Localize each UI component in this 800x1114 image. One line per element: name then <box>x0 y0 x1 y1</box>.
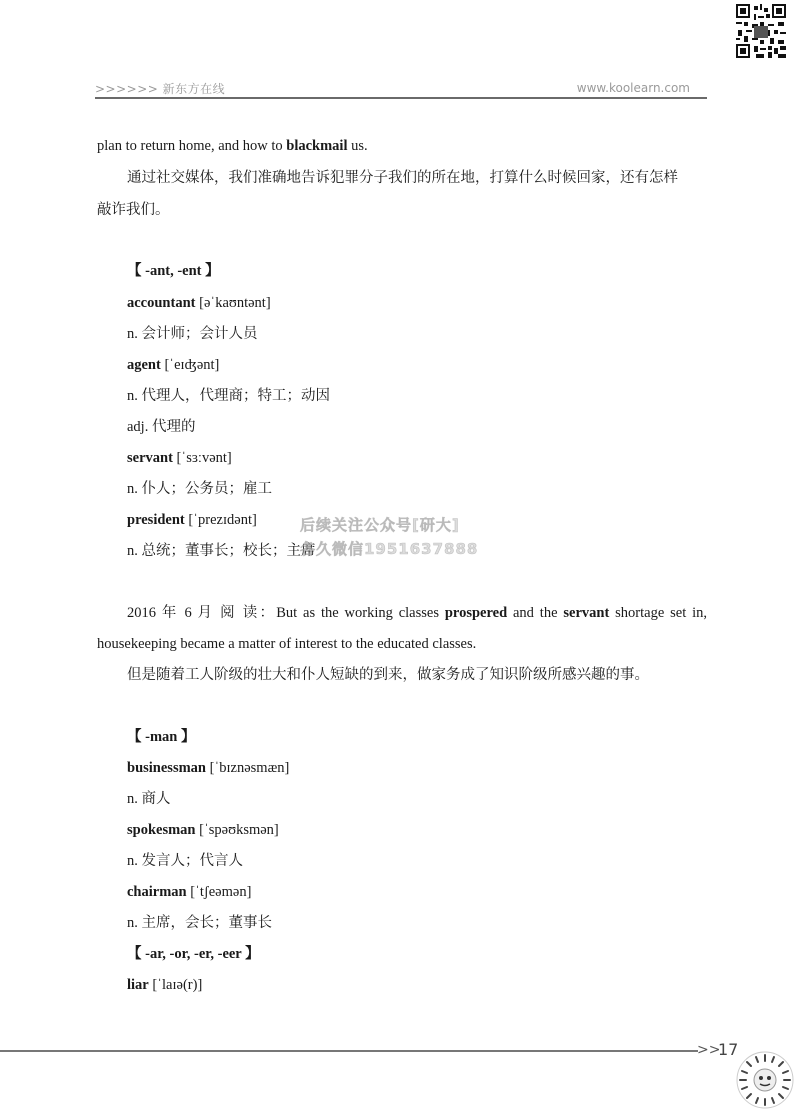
reading-sentence-line1: 2016 年 6 月 阅 读：But as the working classes prospered and the servant shortage set in, <box>127 605 708 621</box>
vocab-meaning: n. 代理人，代理商；特工；动因 <box>127 388 330 404</box>
vocab-entry <box>127 293 271 313</box>
keyword-blackmail: blackmail <box>286 138 348 154</box>
watermark-line2: 各久微信1951637888 <box>300 540 479 558</box>
header-url[interactable]: www.koolearn.com <box>576 81 690 95</box>
vocab-meaning: n. 会计师；会计人员 <box>127 326 258 342</box>
vocab-phonetic: [ˈtʃeəmən] <box>186 884 252 900</box>
vocab-word: accountant <box>127 295 196 311</box>
page-number: 17 <box>718 1040 739 1059</box>
vocab-entry <box>127 820 279 840</box>
watermark-line1: 后续关注公众号[研大] <box>300 516 460 534</box>
vocab-phonetic: [ˈsɜːvənt] <box>172 450 232 466</box>
intro-translation-line2: 敲诈我们。 <box>97 202 170 218</box>
vocab-meaning: n. 主席，会长；董事长 <box>127 915 272 931</box>
vocab-word: servant <box>127 450 173 466</box>
footer-divider <box>0 1050 698 1052</box>
vocab-entry <box>127 758 289 778</box>
vocab-phonetic: [ˈbɪznəsmæn] <box>205 760 290 776</box>
vocab-word: spokesman <box>127 822 196 838</box>
keyword-servant: servant <box>563 605 610 621</box>
vocab-word: liar <box>127 977 149 993</box>
reading-label: 2016 年 6 月 阅 读： <box>127 605 277 621</box>
vocab-word: agent <box>127 357 161 373</box>
vocab-entry <box>127 448 232 468</box>
footer-arrow: >> <box>697 1042 721 1058</box>
header-divider <box>95 97 707 99</box>
vocab-phonetic: [ˈlaɪə(r)] <box>148 977 203 993</box>
intro-continuation: plan to return home, and how to blackmail us. <box>97 138 368 154</box>
vocab-entry <box>127 882 251 902</box>
vocab-word: president <box>127 512 185 528</box>
vocab-meaning: adj. 代理的 <box>127 419 196 435</box>
reading-sentence-line2: housekeeping became a matter of interest to the educated classes. <box>97 636 477 652</box>
vocab-phonetic: [ˈeɪʤənt] <box>160 357 220 373</box>
vocab-entry <box>127 975 202 995</box>
vocab-meaning: n. 总统；董事长；校长；主席 <box>127 543 316 559</box>
vocab-meaning: n. 发言人；代言人 <box>127 853 243 869</box>
vocab-meaning: n. 仆人；公务员；雇工 <box>127 481 272 497</box>
vocab-meaning: n. 商人 <box>127 791 171 807</box>
reading-translation: 但是随着工人阶级的壮大和仆人短缺的到来，做家务成了知识阶级所感兴趣的事。 <box>127 667 649 683</box>
vocab-entry <box>127 355 219 375</box>
intro-translation-line1: 通过社交媒体，我们准确地告诉犯罪分子我们的所在地，打算什么时候回家，还有怎样 <box>127 170 678 186</box>
section-heading-ant: 【 -ant, -ent 】 <box>127 263 220 279</box>
vocab-phonetic: [əˈkaʊntənt] <box>195 295 271 311</box>
section-heading-man: 【 -man 】 <box>127 729 196 745</box>
mini-program-code-icon <box>735 1050 795 1110</box>
vocab-entry <box>127 510 257 530</box>
keyword-prospered: prospered <box>444 605 508 621</box>
section-heading-ar: 【 -ar, -or, -er, -eer 】 <box>127 946 260 962</box>
vocab-phonetic: [ˈspəʊksmən] <box>195 822 279 838</box>
vocab-word: chairman <box>127 884 187 900</box>
vocab-word: businessman <box>127 760 206 776</box>
vocab-phonetic: [ˈprezɪdənt] <box>184 512 257 528</box>
header-brand: >>>>>> 新东方在线 <box>95 82 226 96</box>
qr-code-icon <box>736 4 786 58</box>
